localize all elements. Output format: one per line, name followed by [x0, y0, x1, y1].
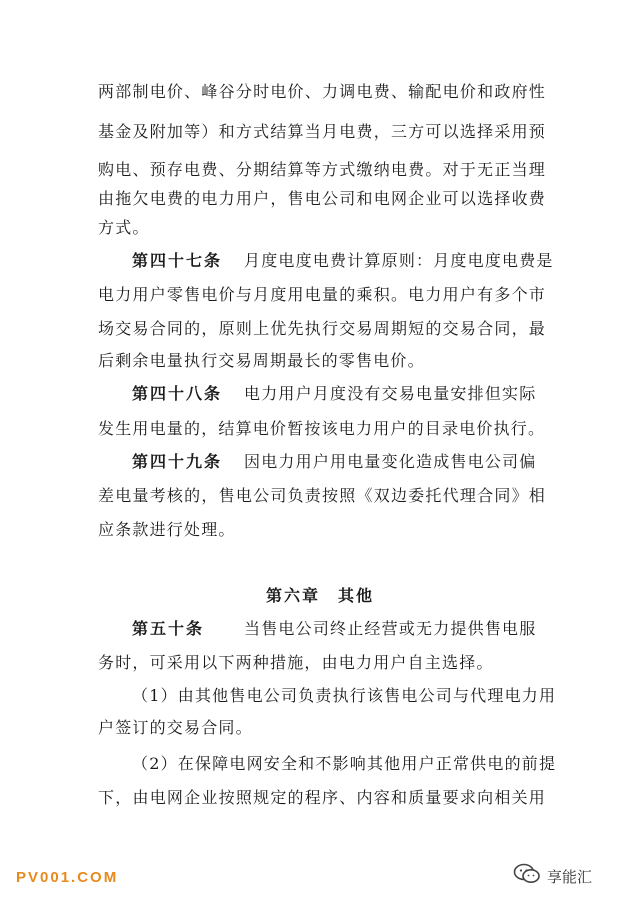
text-line: （1）由其他售电公司负责执行该售电公司与代理电力用 — [132, 686, 557, 705]
text-line: 因电力用户用电量变化造成售电公司偏 — [244, 452, 537, 471]
article-47-first-line — [132, 250, 554, 272]
text-line: 下，由电网企业按照规定的程序、内容和质量要求向相关用 — [98, 788, 546, 807]
article-48-title: 第四十八条 — [132, 384, 223, 403]
brand-watermark — [513, 863, 592, 889]
text-line: 两部制电价、峰谷分时电价、力调电费、输配电价和政府性 — [98, 82, 546, 101]
text-line: 差电量考核的，售电公司负责按照《双边委托代理合同》相 — [98, 486, 546, 505]
article-49-title: 第四十九条 — [132, 452, 223, 471]
text-line: 户签订的交易合同。 — [98, 718, 253, 737]
text-line: 月度电度电费计算原则：月度电度电费是 — [244, 251, 554, 270]
article-49-first-line — [132, 451, 546, 473]
brand-name: 享能汇 — [547, 867, 593, 886]
text-line: 务时，可采用以下两种措施，由电力用户自主选择。 — [98, 653, 494, 672]
text-line: 场交易合同的，原则上优先执行交易周期短的交易合同，最 — [98, 319, 546, 338]
text-line: 电力用户月度没有交易电量安排但实际 — [244, 384, 537, 403]
chapter-heading: 第六章 其他 — [265, 586, 374, 605]
article-50-title: 第五十条 — [132, 619, 205, 638]
text-line: 方式。 — [98, 218, 150, 237]
article-50-first-line — [132, 618, 546, 640]
site-watermark: PV001.COM — [16, 869, 119, 886]
text-line: 基金及附加等）和方式结算当月电费，三方可以选择采用预 — [98, 122, 546, 141]
text-line: 后剩余电量执行交易周期最长的零售电价。 — [98, 351, 425, 370]
text-line: （2）在保障电网安全和不影响其他用户正常供电的前提 — [132, 754, 557, 773]
text-line: 购电、预存电费、分期结算等方式缴纳电费。对于无正当理 — [98, 160, 546, 179]
text-line: 应条款进行处理。 — [98, 520, 236, 539]
text-line: 发生用电量的，结算电价暂按该电力用户的目录电价执行。 — [98, 419, 546, 438]
text-line: 当售电公司终止经营或无力提供售电服 — [244, 619, 537, 638]
text-line: 由拖欠电费的电力用户，售电公司和电网企业可以选择收费 — [98, 189, 546, 208]
article-48-first-line — [132, 383, 546, 405]
wechat-icon — [513, 863, 541, 889]
text-line: 电力用户零售电价与月度用电量的乘积。电力用户有多个市 — [98, 285, 546, 304]
article-47-title: 第四十七条 — [132, 251, 223, 270]
